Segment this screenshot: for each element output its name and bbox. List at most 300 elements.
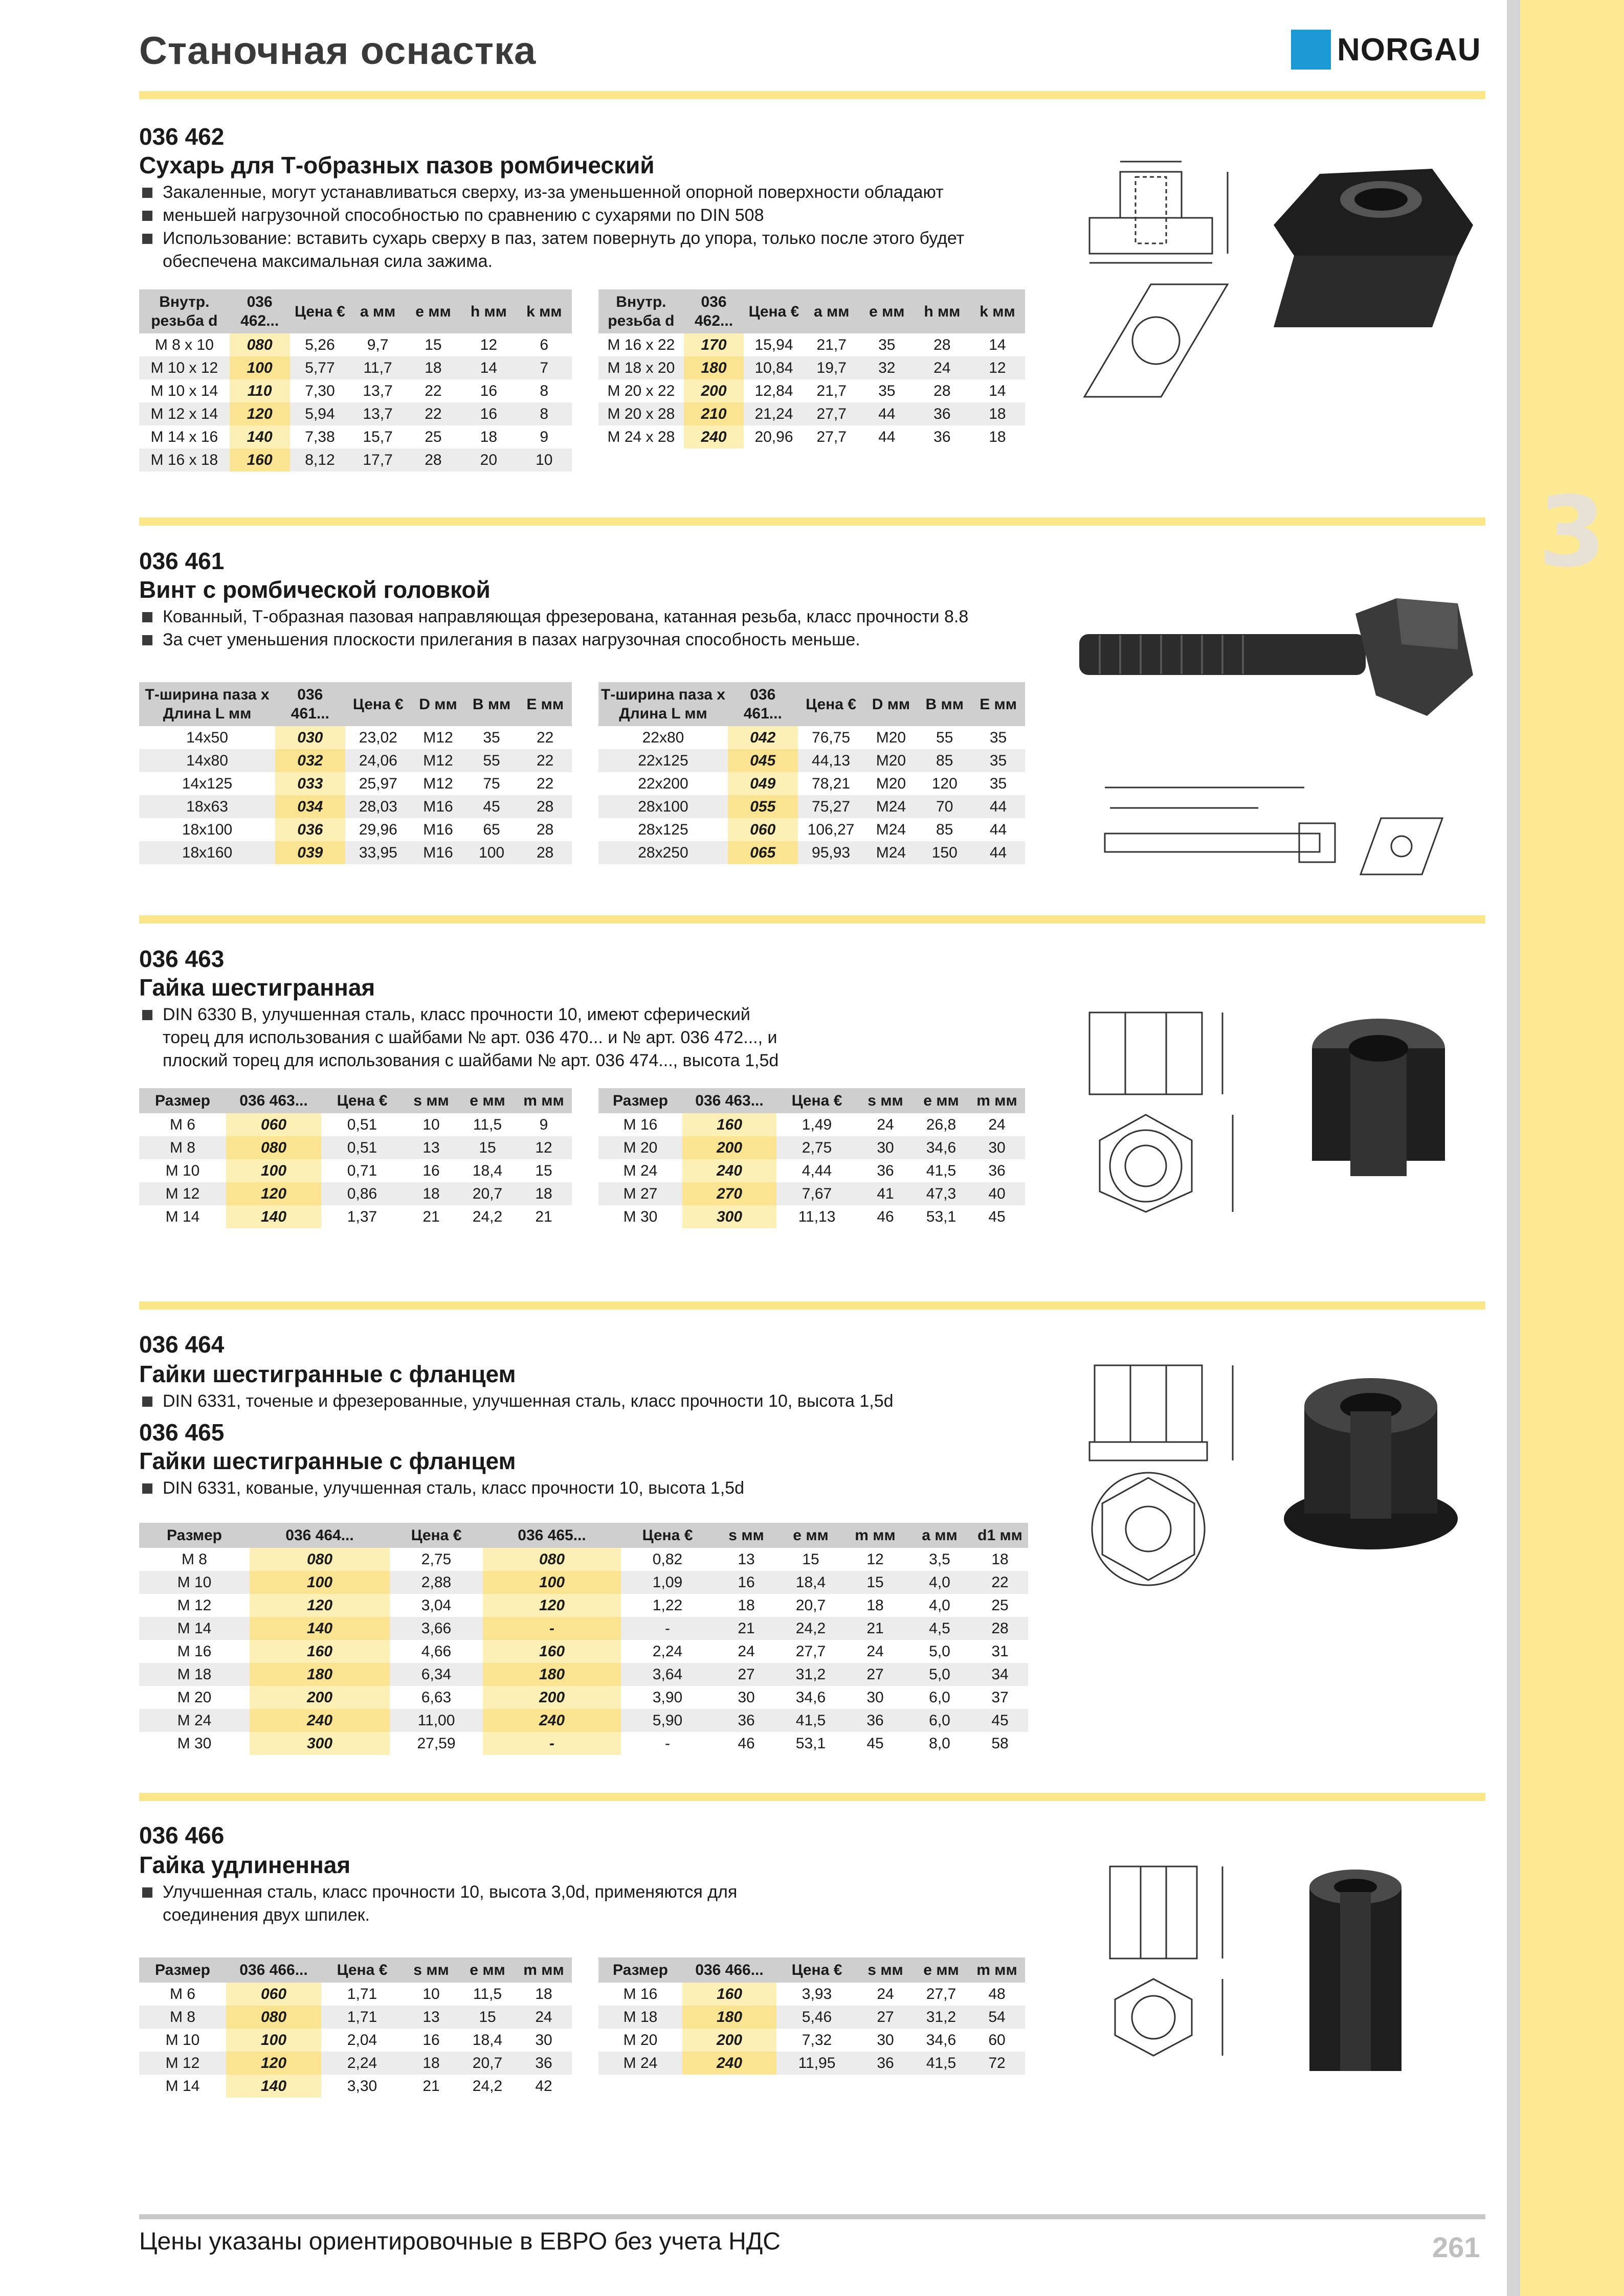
table-cell: M 24 bbox=[598, 2052, 682, 2075]
table-row bbox=[139, 2052, 572, 2075]
table-cell: 7,32 bbox=[802, 2031, 832, 2049]
table-cell: 21 bbox=[843, 1617, 907, 1640]
article-number-cell: 300 bbox=[682, 1205, 776, 1228]
table-cell: 24 bbox=[516, 2006, 572, 2029]
table-cell: 2,24 bbox=[652, 1642, 683, 1660]
table-row bbox=[139, 1663, 1028, 1686]
table-cell: 15 bbox=[802, 1550, 819, 1568]
table-cell: 5,46 bbox=[776, 2006, 857, 2029]
article-number-cell: 140 bbox=[250, 1617, 390, 1640]
spec-table-036462-right bbox=[598, 289, 1025, 448]
section-bullets-036465 bbox=[139, 1477, 1060, 1500]
article-number-cell: 100 bbox=[230, 356, 290, 379]
spec-table-036463-right bbox=[598, 1088, 1025, 1228]
table-cell: 40 bbox=[969, 1182, 1025, 1205]
table-cell: 10 bbox=[517, 448, 572, 471]
table-cell: 14x80 bbox=[139, 749, 275, 772]
table-cell: 17,7 bbox=[350, 448, 405, 471]
column-header: a мм bbox=[804, 289, 859, 333]
article-number-cell: 080 bbox=[230, 333, 290, 356]
table-cell: 35 bbox=[971, 749, 1025, 772]
table-cell: M 14 bbox=[165, 2077, 200, 2095]
hex-nut-photo bbox=[1299, 1012, 1458, 1186]
column-header: Размер bbox=[598, 1957, 682, 1983]
table-row bbox=[139, 1182, 572, 1205]
table-cell: 0,51 bbox=[347, 1116, 377, 1133]
table-cell: 20,7 bbox=[459, 2052, 516, 2075]
article-number-cell: 160 bbox=[682, 1983, 776, 2006]
article-number-cell: 100 bbox=[250, 1571, 390, 1594]
footer-rule bbox=[139, 2214, 1485, 2219]
brand-logo-text: NORGAU bbox=[1337, 32, 1481, 67]
column-header: e мм bbox=[914, 1088, 969, 1113]
table-cell: 54 bbox=[969, 2006, 1025, 2029]
article-number-cell: 200 bbox=[682, 2029, 776, 2052]
table-cell: 14x125 bbox=[182, 775, 233, 792]
table-cell: 28 bbox=[536, 821, 554, 838]
table-row bbox=[139, 1136, 572, 1159]
table-cell: 27,7 bbox=[804, 402, 859, 425]
table-cell: 34,6 bbox=[795, 1689, 826, 1706]
table-cell: 24,2 bbox=[778, 1617, 843, 1640]
table-cell: M 8 bbox=[139, 2006, 226, 2029]
table-cell: 41 bbox=[857, 1182, 914, 1205]
table-cell: 3,90 bbox=[652, 1689, 683, 1706]
table-cell: 41,5 bbox=[778, 1709, 843, 1732]
table-cell: 75 bbox=[483, 775, 500, 792]
table-cell: M 10 x 12 bbox=[139, 356, 230, 379]
brand-logo bbox=[1291, 30, 1481, 70]
long-nut-photo bbox=[1299, 1866, 1412, 2081]
table-cell: M 18 bbox=[139, 1663, 250, 1686]
table-cell: 7,67 bbox=[776, 1182, 857, 1205]
table-cell: 10,84 bbox=[744, 356, 804, 379]
table-cell: 31,2 bbox=[914, 2006, 969, 2029]
column-header: e мм bbox=[778, 1523, 843, 1548]
article-number-cell: 060 bbox=[226, 1983, 321, 2006]
column-header: Цена € bbox=[321, 1957, 403, 1983]
table-cell: 18 bbox=[989, 428, 1006, 445]
table-cell: 45 bbox=[866, 1735, 884, 1752]
bullet-item: DIN 6331, кованые, улучшенная сталь, класс прочности 10, высота 1,5d bbox=[139, 1477, 1060, 1500]
table-cell: 35 bbox=[989, 729, 1007, 746]
table-cell: 44 bbox=[878, 428, 896, 445]
article-number-cell: 080 bbox=[226, 1136, 321, 1159]
section-rule bbox=[139, 915, 1485, 924]
table-cell: 36 bbox=[714, 1709, 778, 1732]
page-title: Станочная оснастка bbox=[139, 29, 537, 73]
table-cell: 2,88 bbox=[390, 1571, 483, 1594]
table-cell: 3,30 bbox=[347, 2077, 377, 2095]
article-number-cell: 180 bbox=[250, 1663, 390, 1686]
table-cell: 28 bbox=[933, 382, 951, 399]
table-cell: 34,6 bbox=[914, 1136, 969, 1159]
table-cell: - bbox=[665, 1735, 670, 1752]
table-cell: 28 bbox=[518, 841, 572, 864]
table-cell: 21 bbox=[422, 1208, 440, 1225]
table-cell: 21,7 bbox=[816, 336, 847, 353]
table-cell: 18 bbox=[991, 1550, 1009, 1568]
table-row bbox=[139, 2075, 572, 2098]
article-number-cell: 180 bbox=[684, 356, 744, 379]
table-cell: 35 bbox=[989, 775, 1007, 792]
table-cell: 4,44 bbox=[802, 1162, 832, 1179]
table-cell: 44 bbox=[859, 402, 915, 425]
table-cell: 37 bbox=[991, 1689, 1009, 1706]
table-cell: 53,1 bbox=[795, 1735, 826, 1752]
table-cell: 13,7 bbox=[350, 402, 405, 425]
column-header: Цена € bbox=[776, 1088, 857, 1113]
table-row bbox=[139, 1594, 1028, 1617]
table-row bbox=[598, 1182, 1025, 1205]
chapter-side-band bbox=[1520, 0, 1624, 2296]
spec-table-036464-036465 bbox=[139, 1523, 1028, 1755]
table-cell: M 10 bbox=[165, 2031, 200, 2049]
table-cell: 16 bbox=[480, 382, 498, 399]
article-number-cell: 160 bbox=[230, 448, 290, 471]
table-cell: 7,38 bbox=[305, 428, 335, 445]
table-cell: 46 bbox=[877, 1208, 894, 1225]
section-rule bbox=[139, 1301, 1485, 1310]
article-number-cell: 110 bbox=[230, 379, 290, 402]
table-row bbox=[139, 2006, 572, 2029]
table-row bbox=[139, 2029, 572, 2052]
column-header: D мм bbox=[864, 682, 918, 726]
column-header: h мм bbox=[461, 289, 516, 333]
table-cell: 14 bbox=[989, 382, 1006, 399]
table-cell: 36 bbox=[516, 2052, 572, 2075]
table-cell: 30 bbox=[877, 2031, 894, 2049]
table-row bbox=[139, 1571, 1028, 1594]
table-cell: 18 bbox=[738, 1596, 755, 1614]
article-number-cell: 042 bbox=[728, 726, 798, 749]
table-cell: M 20 bbox=[598, 1136, 682, 1159]
column-header: Т-ширина паза х Длина L мм bbox=[598, 682, 728, 726]
table-row bbox=[598, 333, 1025, 356]
hex-nut-drawing bbox=[1069, 1002, 1253, 1217]
chapter-number: 3 bbox=[1538, 476, 1606, 589]
table-cell: 27 bbox=[714, 1663, 778, 1686]
table-cell: 9 bbox=[539, 1116, 548, 1133]
bullet-item: меньшей нагрузочной способностью по сравнению с сухарями по DIN 508 bbox=[139, 204, 1039, 227]
article-number-cell: 180 bbox=[682, 2006, 776, 2029]
column-header: 036 461... bbox=[275, 682, 345, 726]
table-cell: 1,09 bbox=[621, 1571, 714, 1594]
table-cell: M 27 bbox=[598, 1182, 682, 1205]
table-cell: 18 bbox=[403, 2052, 459, 2075]
table-row bbox=[139, 448, 572, 471]
table-cell: 19,7 bbox=[804, 356, 859, 379]
table-cell: 45 bbox=[972, 1709, 1028, 1732]
table-cell: 13,7 bbox=[363, 382, 393, 399]
table-cell: 5,26 bbox=[305, 336, 335, 353]
table-cell: 106,27 bbox=[807, 821, 855, 838]
table-cell: 55 bbox=[936, 729, 953, 746]
table-cell: 1,22 bbox=[652, 1596, 683, 1614]
flange-nut-drawing bbox=[1079, 1355, 1263, 1590]
article-number-cell: 032 bbox=[275, 749, 345, 772]
section-title-036462: Сухарь для Т-образных пазов ромбический bbox=[139, 152, 655, 178]
table-cell: 58 bbox=[991, 1735, 1009, 1752]
article-number-cell: 120 bbox=[226, 2052, 321, 2075]
table-cell: 3,66 bbox=[390, 1617, 483, 1640]
column-header: 036 462... bbox=[684, 289, 744, 333]
article-number-cell: 240 bbox=[250, 1709, 390, 1732]
table-row bbox=[598, 1205, 1025, 1228]
table-cell: M24 bbox=[864, 841, 918, 864]
table-row bbox=[598, 1136, 1025, 1159]
table-cell: 44 bbox=[989, 821, 1007, 838]
table-cell: M 30 bbox=[623, 1208, 658, 1225]
table-cell: 33,95 bbox=[345, 841, 412, 864]
article-number-cell: 055 bbox=[728, 795, 798, 818]
table-cell: 30 bbox=[738, 1689, 755, 1706]
table-cell: 11,95 bbox=[776, 2052, 857, 2075]
table-cell: 22 bbox=[518, 749, 572, 772]
table-cell: 70 bbox=[918, 795, 971, 818]
table-cell: 0,51 bbox=[321, 1136, 403, 1159]
table-cell: M 16 bbox=[177, 1642, 212, 1660]
section-title-036461: Винт с ромбической головкой bbox=[139, 576, 491, 603]
t-bolt-drawing bbox=[1074, 772, 1483, 885]
table-cell: 20,7 bbox=[459, 1182, 516, 1205]
table-cell: 18 bbox=[516, 1182, 572, 1205]
section-bullets-036463 bbox=[139, 1003, 784, 1072]
column-header: 036 461... bbox=[728, 682, 798, 726]
article-number-cell: 270 bbox=[682, 1182, 776, 1205]
section-code-036461: 036 461 bbox=[139, 548, 225, 574]
table-cell: 2,75 bbox=[421, 1550, 452, 1568]
table-cell: M 8 bbox=[181, 1550, 207, 1568]
column-header: m мм bbox=[969, 1088, 1025, 1113]
article-number-cell: 240 bbox=[682, 1159, 776, 1182]
section-title-036464: Гайки шестигранные с фланцем bbox=[139, 1361, 516, 1387]
table-cell: M 30 bbox=[177, 1735, 212, 1752]
table-cell: 6,34 bbox=[390, 1663, 483, 1686]
table-cell: 120 bbox=[931, 775, 958, 792]
bullet-item: DIN 6330 B, улучшенная сталь, класс прочности 10, имеют сферический торец для использования с шайбами № арт. 036 470... и № арт. 036 472..., и плоский торец для использования с шайбами № арт. 036 474..., высота 1,5d bbox=[139, 1003, 784, 1072]
column-header: s мм bbox=[403, 1957, 459, 1983]
column-header: a мм bbox=[350, 289, 405, 333]
table-cell: 8,12 bbox=[290, 448, 350, 471]
table-cell: 36 bbox=[877, 1162, 894, 1179]
table-row bbox=[139, 1617, 1028, 1640]
table-cell: 0,71 bbox=[347, 1162, 377, 1179]
table-cell: 36 bbox=[915, 402, 970, 425]
article-number-cell: 120 bbox=[483, 1594, 621, 1617]
table-cell: 11,5 bbox=[473, 1985, 502, 2002]
section-bullets-036461 bbox=[139, 605, 1060, 651]
column-header: k мм bbox=[517, 289, 572, 333]
table-cell: 8 bbox=[540, 382, 549, 399]
table-cell: M 12 x 14 bbox=[139, 402, 230, 425]
table-cell: 18x100 bbox=[182, 821, 233, 838]
table-cell: 20,96 bbox=[754, 428, 793, 445]
table-cell: 18x63 bbox=[139, 795, 275, 818]
table-cell: 35 bbox=[878, 336, 896, 353]
article-number-cell: 240 bbox=[483, 1709, 621, 1732]
flange-nut-photo bbox=[1279, 1370, 1463, 1555]
column-header: d1 мм bbox=[972, 1523, 1028, 1548]
table-cell: 1,71 bbox=[347, 1985, 377, 2002]
article-number-cell: 120 bbox=[230, 402, 290, 425]
article-number-cell: 045 bbox=[728, 749, 798, 772]
table-cell: 14 bbox=[989, 336, 1006, 353]
section-title-036463: Гайка шестигранная bbox=[139, 974, 375, 1001]
table-cell: M 12 bbox=[139, 2052, 226, 2075]
column-header: B мм bbox=[465, 682, 519, 726]
column-header: k мм bbox=[970, 289, 1025, 333]
table-cell: 4,0 bbox=[929, 1596, 950, 1614]
column-header: 036 465... bbox=[483, 1523, 621, 1548]
table-cell: 20 bbox=[461, 448, 516, 471]
table-cell: 27,59 bbox=[417, 1735, 456, 1752]
article-number-cell: 049 bbox=[728, 772, 798, 795]
table-cell: 35 bbox=[878, 382, 896, 399]
table-row bbox=[139, 402, 572, 425]
table-cell: M12 bbox=[423, 729, 453, 746]
table-cell: 27,7 bbox=[795, 1642, 826, 1660]
table-cell: M 20 bbox=[177, 1689, 212, 1706]
t-slot-block-photo bbox=[1263, 164, 1478, 337]
table-row bbox=[598, 749, 1025, 772]
table-cell: 12 bbox=[970, 356, 1025, 379]
bullet-item: Кованный, Т-образная пазовая направляющая фрезерована, катанная резьба, класс прочности 8.8 bbox=[139, 605, 1060, 628]
column-header: Внутр. резьба d bbox=[139, 289, 230, 333]
table-cell: 46 bbox=[738, 1735, 755, 1752]
table-cell: 24,2 bbox=[472, 1208, 503, 1225]
table-cell: 25 bbox=[991, 1596, 1009, 1614]
table-cell: 53,1 bbox=[926, 1208, 956, 1225]
table-cell: 2,04 bbox=[347, 2031, 377, 2049]
table-cell: M16 bbox=[423, 821, 453, 838]
table-cell: 5,94 bbox=[290, 402, 350, 425]
column-header: s мм bbox=[857, 1957, 914, 1983]
page-number: 261 bbox=[1432, 2231, 1480, 2263]
table-cell: 45 bbox=[465, 795, 519, 818]
section-title-036465: Гайки шестигранные с фланцем bbox=[139, 1448, 516, 1474]
column-header: Т-ширина паза х Длина L мм bbox=[139, 682, 275, 726]
table-cell: M 24 bbox=[623, 1162, 658, 1179]
table-cell: 6 bbox=[540, 336, 549, 353]
table-cell: 44 bbox=[971, 795, 1025, 818]
table-cell: 27,7 bbox=[926, 1985, 956, 2002]
table-cell: 12 bbox=[516, 1136, 572, 1159]
table-cell: 65 bbox=[483, 821, 500, 838]
table-cell: 18 bbox=[866, 1596, 884, 1614]
table-cell: 30 bbox=[857, 1136, 914, 1159]
table-cell: 0,82 bbox=[652, 1550, 683, 1568]
table-cell: 45 bbox=[988, 1208, 1006, 1225]
table-cell: M12 bbox=[423, 775, 453, 792]
article-number-cell: 100 bbox=[483, 1571, 621, 1594]
table-cell: 7,30 bbox=[305, 382, 335, 399]
article-number-cell: 200 bbox=[250, 1686, 390, 1709]
section-code-036462: 036 462 bbox=[139, 123, 225, 150]
table-row bbox=[598, 772, 1025, 795]
table-cell: 18 bbox=[970, 402, 1025, 425]
article-number-cell: 100 bbox=[226, 1159, 321, 1182]
table-cell: 8,0 bbox=[929, 1735, 950, 1752]
table-row bbox=[598, 2052, 1025, 2075]
column-header: Цена € bbox=[345, 682, 412, 726]
table-cell: 1,71 bbox=[321, 2006, 403, 2029]
table-cell: 12,84 bbox=[754, 382, 793, 399]
table-cell: 28,03 bbox=[345, 795, 412, 818]
table-cell: 31,2 bbox=[778, 1663, 843, 1686]
t-bolt-photo bbox=[1069, 593, 1478, 726]
column-header: Внутр. резьба d bbox=[598, 289, 684, 333]
table-row bbox=[139, 1732, 1028, 1755]
table-cell: 15 bbox=[843, 1571, 907, 1594]
table-row bbox=[598, 841, 1025, 864]
column-header: e мм bbox=[914, 1957, 969, 1983]
column-header: h мм bbox=[915, 289, 970, 333]
table-cell: 21 bbox=[714, 1617, 778, 1640]
column-header: 036 463... bbox=[682, 1088, 776, 1113]
table-row bbox=[139, 1983, 572, 2006]
spec-table-036463-left bbox=[139, 1088, 572, 1228]
table-cell: 13 bbox=[738, 1550, 755, 1568]
table-cell: M 24 bbox=[139, 1709, 250, 1732]
table-cell: 3,93 bbox=[802, 1985, 832, 2002]
table-cell: 21 bbox=[535, 1208, 552, 1225]
table-cell: 11,5 bbox=[473, 1116, 502, 1133]
table-cell: 60 bbox=[988, 2031, 1006, 2049]
table-cell: 5,77 bbox=[290, 356, 350, 379]
table-cell: 25 bbox=[425, 428, 442, 445]
table-cell: M16 bbox=[411, 795, 465, 818]
column-header: m мм bbox=[516, 1957, 572, 1983]
table-cell: 28 bbox=[933, 336, 951, 353]
table-cell: 11,13 bbox=[798, 1208, 836, 1225]
section-rule bbox=[139, 517, 1485, 526]
table-row bbox=[139, 795, 572, 818]
table-cell: 2,75 bbox=[776, 1136, 857, 1159]
column-header: 036 462... bbox=[230, 289, 290, 333]
table-cell: 5,0 bbox=[929, 1642, 950, 1660]
table-cell: 100 bbox=[465, 841, 519, 864]
table-cell: 44,13 bbox=[798, 749, 864, 772]
article-number-cell: 200 bbox=[684, 379, 744, 402]
bullet-item: DIN 6331, точеные и фрезерованные, улучшенная сталь, класс прочности 10, высота 1,5d bbox=[139, 1390, 1060, 1413]
table-cell: 27 bbox=[843, 1663, 907, 1686]
table-row bbox=[139, 749, 572, 772]
table-row bbox=[139, 1205, 572, 1228]
table-cell: 30 bbox=[969, 1136, 1025, 1159]
column-header: B мм bbox=[918, 682, 971, 726]
article-number-cell: 160 bbox=[682, 1113, 776, 1136]
table-cell: 4,5 bbox=[907, 1617, 972, 1640]
column-header: E мм bbox=[971, 682, 1025, 726]
article-number-cell: 080 bbox=[226, 2006, 321, 2029]
column-header: m мм bbox=[843, 1523, 907, 1548]
table-cell: M 14 bbox=[165, 1208, 200, 1225]
article-number-cell: 080 bbox=[483, 1548, 621, 1571]
article-number-cell: 140 bbox=[230, 425, 290, 448]
table-cell: 18x160 bbox=[139, 841, 275, 864]
table-cell: 23,02 bbox=[359, 729, 397, 746]
table-cell: 18,4 bbox=[472, 2031, 503, 2049]
table-cell: 28x125 bbox=[638, 821, 688, 838]
header-rule bbox=[139, 91, 1485, 99]
table-cell: M20 bbox=[876, 775, 906, 792]
table-cell: 48 bbox=[988, 1985, 1006, 2002]
table-cell: 31 bbox=[991, 1642, 1009, 1660]
table-cell: 24 bbox=[866, 1642, 884, 1660]
section-code-036466: 036 466 bbox=[139, 1822, 225, 1849]
article-number-cell: 120 bbox=[226, 1182, 321, 1205]
